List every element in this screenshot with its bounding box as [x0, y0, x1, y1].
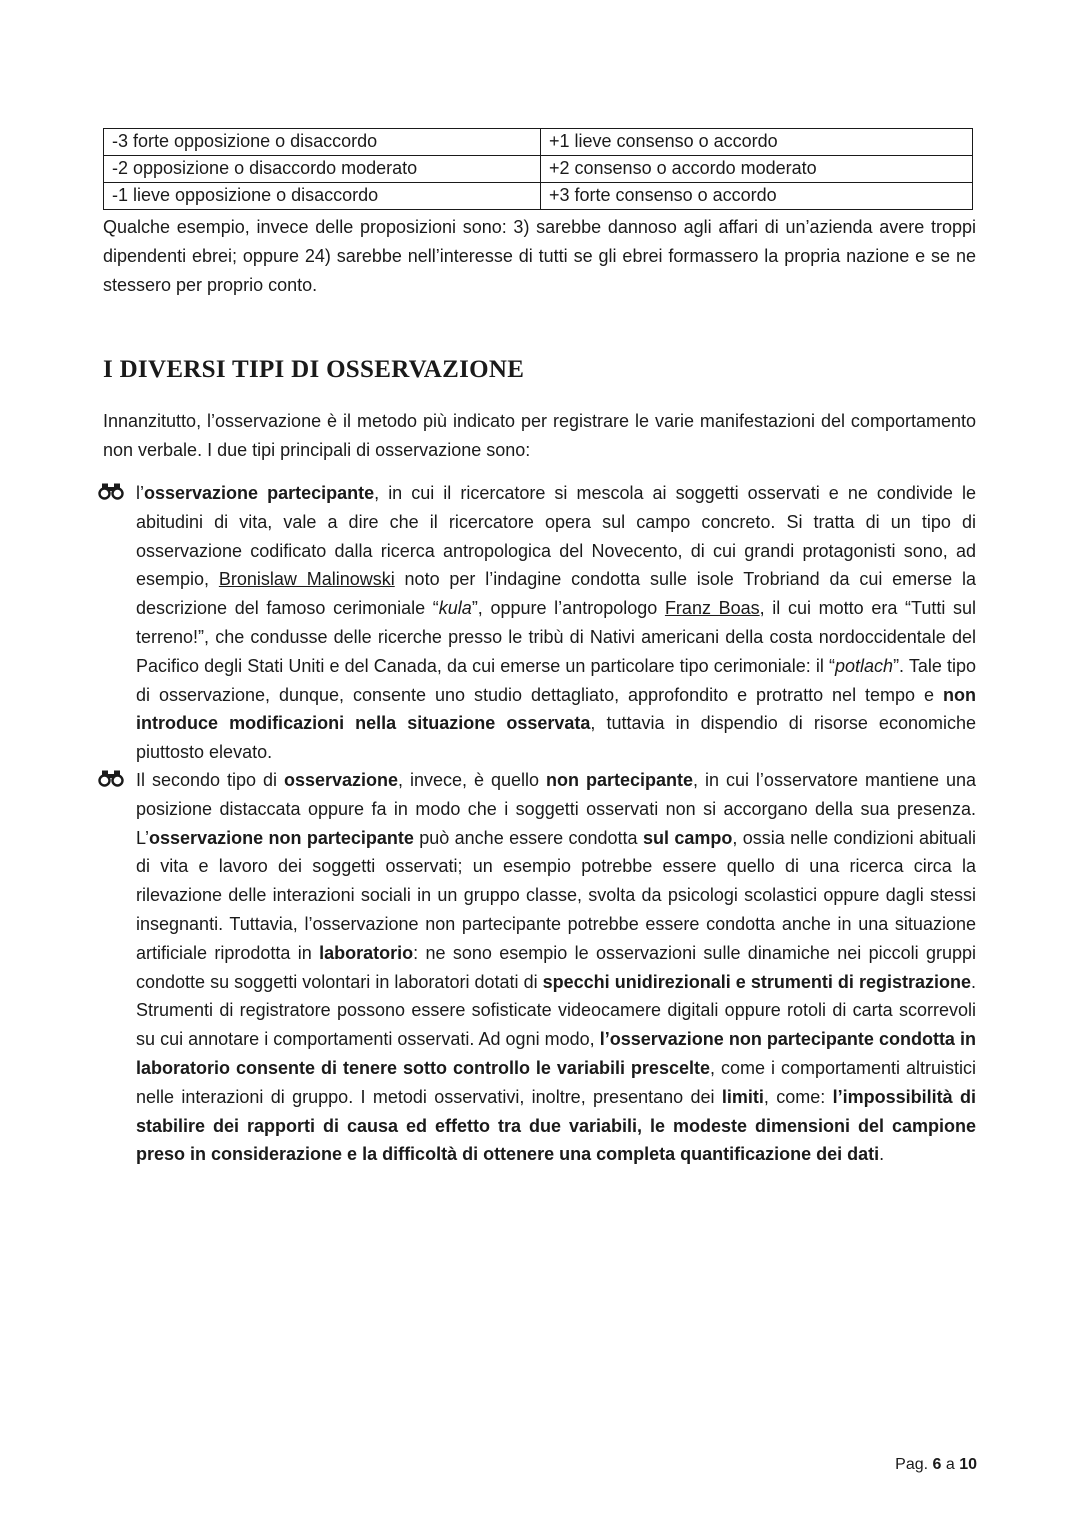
table-row — [104, 156, 973, 183]
bold-term: non introduce modificazioni nella situazione osservata — [136, 684, 976, 734]
table-cell: -3 forte opposizione o disaccordo — [104, 129, 541, 156]
page-prefix: Pag. — [895, 1456, 933, 1473]
text-run: , come: — [763, 1086, 833, 1107]
bold-term: limiti — [721, 1086, 764, 1107]
binoculars-icon — [98, 769, 124, 787]
text-run: ”, oppure l’antropologo — [471, 598, 665, 619]
bold-term: osservazione — [283, 770, 399, 790]
bold-term: l’osservazione non partecipante condotta in laboratorio consente di tenere sotto controllo le variabili prescelte — [136, 1029, 976, 1078]
intro-paragraph: Qualche esempio, invece delle proposizioni sono: 3) sarebbe dannoso agli affari di un’azienda avere troppi dipendenti ebrei; oppure 24) sarebbe nell’interesse di tutti se gli ebrei formassero la propria nazione e se ne stessero per proprio conto. — [103, 217, 976, 295]
section-title: I DIVERSI TIPI DI OSSERVAZIONE — [103, 356, 525, 383]
text-run: l’ — [136, 483, 144, 503]
text-run: , tuttavia in dispendio di risorse economiche piuttosto elevato. — [136, 713, 976, 763]
bold-term: sul campo — [642, 827, 733, 848]
bold-term: l’impossibilità di stabilire dei rapporti di causa ed effetto tra due variabili, le modeste dimensioni del campione preso in considerazione e la difficoltà di ottenere una completa quantificazione dei dati — [136, 1086, 976, 1165]
text-run: , in cui il ricercatore si mescola ai soggetti osservati e ne condivide le abitudini di vita, vale a dire che il ricercatore opera sul campo concreto. Si tratta di un tipo di osservazione codificato dalla ricerca antropologica del Novecento, di cui grandi protagonisti sono, ad esempio, — [136, 483, 976, 590]
page-sep: a — [941, 1456, 960, 1473]
bold-term: non partecipante — [546, 770, 693, 790]
italic-term: potlach — [835, 655, 894, 676]
page-total: 10 — [959, 1456, 977, 1473]
table-cell: +3 forte consenso o accordo — [541, 183, 973, 210]
lead-paragraph: Innanzitutto, l’osservazione è il metodo più indicato per registrare le varie manifestazioni del comportamento non verbale. I due tipi principali di osservazione sono: — [103, 411, 976, 460]
list-item-participant — [136, 479, 976, 767]
text-run: può anche essere condotta — [413, 827, 643, 848]
bold-term: osservazione partecipante — [144, 483, 375, 503]
table-cell: +2 consenso o accordo moderato — [541, 156, 973, 183]
text-run: : ne sono esempio le osservazioni sulle dinamiche nei piccoli gruppi condotte su soggetti volontari in laboratori dotati di — [136, 942, 976, 992]
bold-term: osservazione non partecipante — [149, 827, 414, 848]
table-row — [104, 129, 973, 156]
table-cell: -1 lieve opposizione o disaccordo — [104, 183, 541, 210]
link-boas[interactable]: Franz Boas — [664, 598, 760, 619]
likert-scale-table — [103, 128, 973, 210]
page-current: 6 — [932, 1456, 942, 1473]
text-run: , invece, è quello — [398, 770, 546, 790]
text-run: , in cui l’osservatore mantiene una posizione distaccata oppure fa in modo che i soggetti osservati non si accorgano della sua presenza. L’ — [136, 770, 976, 848]
text-run: Il secondo tipo di — [136, 770, 284, 790]
text-run: , come i comportamenti altruistici nelle interazioni di gruppo. I metodi osservativi, inoltre, presentano dei — [136, 1057, 976, 1107]
bold-term: laboratorio — [319, 942, 414, 963]
table-row — [104, 183, 973, 210]
text-run: , il cui motto era “Tutti sul terreno!”, che condusse delle ricerche presso le tribù di Nativi americani della costa nordoccidentale del Pacifico degli Stati Uniti e del Canada, da cui emerse un particolare tipo cerimoniale: il “ — [136, 598, 977, 676]
list-item-non-participant — [136, 766, 976, 1169]
italic-term: kula — [438, 598, 472, 619]
table-cell: -2 opposizione o disaccordo moderato — [104, 156, 541, 183]
bold-term: specchi unidirezionali e strumenti di registrazione — [542, 971, 971, 992]
page-number — [895, 1456, 977, 1474]
text-run: ”. Tale tipo di osservazione, dunque, consente uno studio dettagliato, approfondito e protratto nel tempo e — [136, 655, 976, 705]
text-run: . Strumenti di registratore possono essere sofisticate videocamere digitali oppure rotoli di carta scorrevoli su cui annotare i comportamenti osservati. Ad ogni modo, — [136, 971, 976, 1050]
text-run: noto per l’indagine condotta sulle isole Trobriand da cui emerse la descrizione del famoso cerimoniale “ — [136, 569, 976, 619]
binoculars-icon — [98, 482, 124, 500]
text-run: . — [879, 1144, 885, 1165]
table-cell: +1 lieve consenso o accordo — [541, 129, 973, 156]
link-malinowski[interactable]: Bronislaw Malinowski — [218, 569, 395, 590]
text-run: , ossia nelle condizioni abituali di vita e lavoro dei soggetti osservati; un esempio potrebbe essere quello di una ricerca circa la rilevazione delle interazioni sociali in un gruppo classe, svolta da psicologi scolastici oppure dagli stessi insegnanti. Tuttavia, l’osservazione non partecipante potrebbe essere condotta anche in una situazione artificiale riprodotta in — [136, 827, 977, 963]
